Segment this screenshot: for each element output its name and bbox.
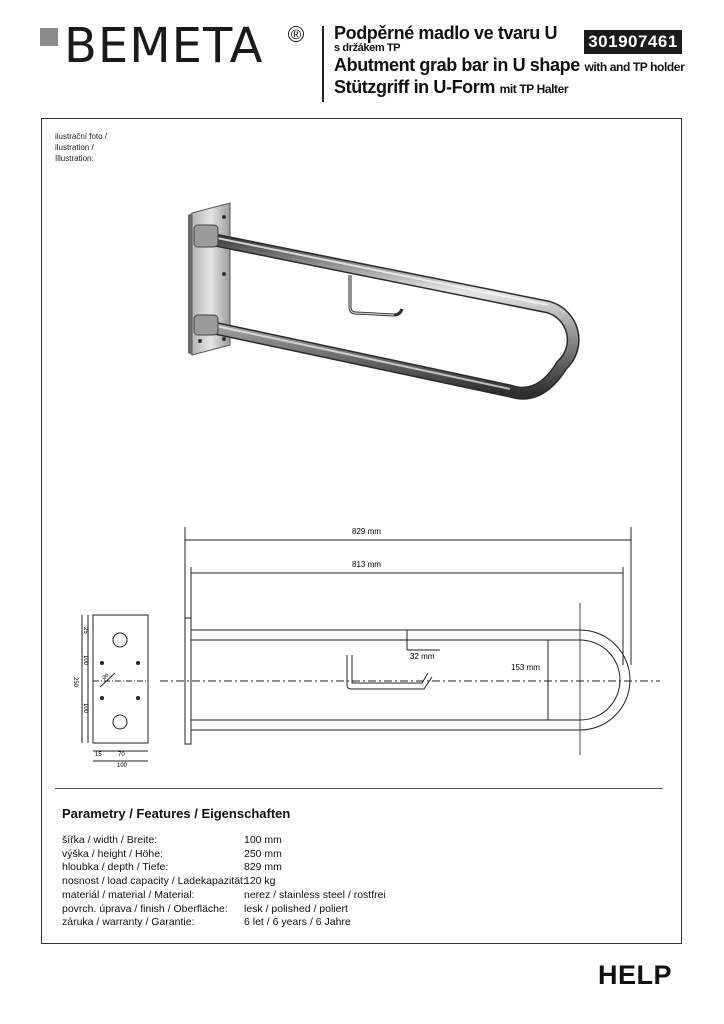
dim-32: 32 mm — [410, 652, 435, 661]
parameters-list — [62, 834, 386, 930]
plate-dim-left: 15 — [95, 752, 102, 758]
plate-dim-mid-bottom: 100 — [82, 703, 88, 714]
product-code-badge: 301907461 — [584, 30, 682, 54]
parameter-value: 829 mm — [244, 861, 282, 874]
subtitle-cz: s držákem TP — [334, 42, 401, 54]
plate-dim-total: 250 — [72, 677, 78, 688]
parameter-row — [62, 848, 386, 862]
series-name: HELP — [598, 960, 673, 990]
title-de-suffix: mit TP Halter — [499, 82, 569, 96]
dim-829: 829 mm — [352, 527, 381, 536]
plate-dim-width: 100 — [117, 763, 128, 769]
title-cz: Podpěrné madlo ve tvaru U — [334, 23, 558, 43]
grab-bar-top-view — [160, 527, 660, 755]
illustration-label-line: ilustration / — [55, 143, 94, 152]
parameter-label: hloubka / depth / Tiefe: — [62, 861, 169, 874]
parameter-label: povrch. úprava / finish / Oberfläche: — [62, 902, 228, 915]
technical-drawing — [60, 515, 670, 775]
brand-logo: BEMETA — [64, 18, 264, 74]
parameter-row — [62, 875, 386, 889]
parameter-label: výška / height / Höhe: — [62, 847, 163, 860]
parameter-label: nosnost / load capacity / Ladekapazität: — [62, 875, 246, 888]
parameter-label: šířka / width / Breite: — [62, 834, 158, 846]
title-de — [334, 77, 684, 99]
title-en-suffix: with and TP holder — [584, 60, 685, 74]
plate-dim-hole: Ø6 — [101, 672, 111, 682]
plate-dim-mid-top: 100 — [82, 655, 88, 666]
logo-square-mark — [40, 28, 58, 46]
parameter-row — [62, 861, 386, 875]
title-en-main: Abutment grab bar in U shape — [334, 55, 580, 75]
illustration-label-line: Illustration: — [55, 154, 94, 163]
parameter-value: 6 let / 6 years / 6 Jahre — [244, 916, 351, 929]
u-shaped-grab-bar — [194, 225, 573, 393]
plate-dim-inner: 70 — [118, 752, 125, 758]
title-en — [334, 55, 684, 77]
parameter-value: lesk / polished / poliert — [244, 902, 348, 915]
illustration-label — [55, 131, 107, 164]
wall-plate-front-view — [82, 615, 148, 761]
parameter-row — [62, 889, 386, 903]
product-illustration — [180, 195, 600, 425]
dim-153: 153 mm — [511, 663, 540, 672]
parameter-row — [62, 903, 386, 917]
dim-813: 813 mm — [352, 560, 381, 569]
header-separator — [322, 26, 324, 102]
parameter-value: 100 mm — [244, 834, 282, 846]
plate-dim-top: 25 — [82, 627, 88, 634]
parameter-row — [62, 916, 386, 930]
title-de-main: Stützgriff in U-Form — [334, 77, 495, 97]
registered-mark: ® — [288, 26, 304, 42]
illustration-label-line: ilustrační foto / — [55, 132, 108, 141]
parameters-separator — [55, 788, 663, 789]
parameter-label: záruka / warranty / Garantie: — [62, 916, 195, 929]
parameter-row — [62, 834, 386, 848]
parameters-title: Parametry / Features / Eigenschaften — [62, 806, 291, 821]
parameter-value: 120 kg — [244, 875, 276, 888]
parameter-value: nerez / stainless steel / rostfrei — [244, 888, 386, 901]
parameter-value: 250 mm — [244, 847, 282, 860]
parameter-label: materiál / material / Material: — [62, 888, 195, 901]
